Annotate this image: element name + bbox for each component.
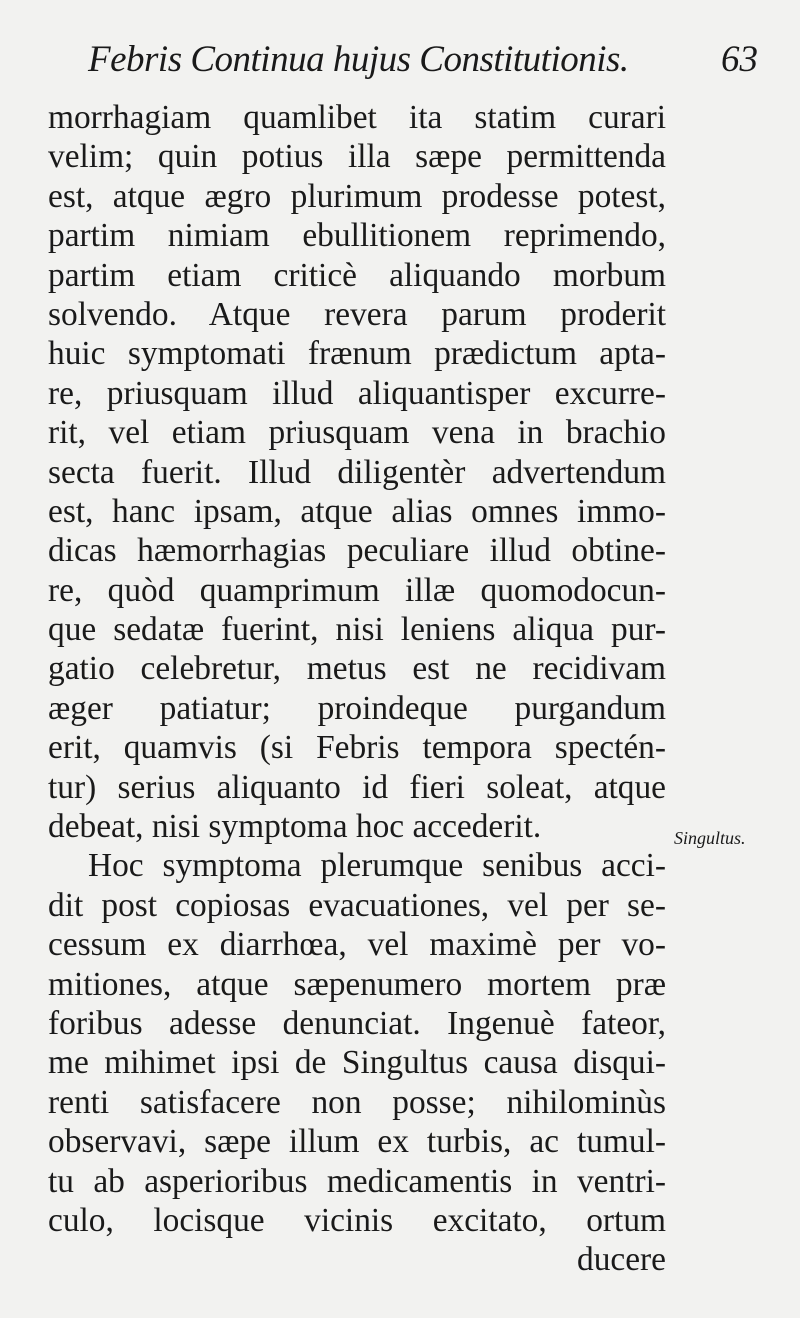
text-line: huic symptomati frænum prædictum apta-	[48, 335, 666, 373]
text-line: æger patiatur; proindeque purgandum	[48, 689, 666, 727]
text-line: cessum ex diarrhœa, vel maximè per vo-	[48, 926, 666, 964]
body-text	[48, 98, 666, 1280]
text-line: renti satisfacere non posse; nihilominùs	[48, 1083, 666, 1121]
catchword: ducere	[577, 1241, 666, 1279]
text-line: debeat, nisi symptoma hoc accederit.	[48, 808, 542, 846]
running-title: Febris Continua hujus Constitutionis.	[88, 39, 629, 80]
text-line: morrhagiam quamlibet ita statim curari	[48, 99, 666, 136]
text-line: est, atque ægro plurimum prodesse potest,	[48, 177, 666, 215]
text-line: velim; quin potius illa sæpe permittenda	[48, 138, 666, 176]
text-line: mitiones, atque sæpenumero mortem præ	[48, 965, 666, 1003]
text-line: secta fuerit. Illud diligentèr advertendum	[48, 453, 666, 491]
page-number: 63	[721, 39, 758, 80]
text-line: me mihimet ipsi de Singultus causa disqui-	[48, 1044, 666, 1082]
text-line: re, priusquam illud aliquantisper excurre-	[48, 374, 666, 412]
text-line: culo, locisque vicinis excitato, ortum	[48, 1201, 666, 1239]
text-line: rit, vel etiam priusquam vena in brachio	[48, 414, 666, 452]
text-line: partim etiam criticè aliquando morbum	[48, 256, 666, 294]
text-line: partim nimiam ebullitionem reprimendo,	[48, 217, 666, 255]
text-line: re, quòd quamprimum illæ quomodocun-	[48, 571, 666, 609]
page-header	[88, 38, 768, 88]
text-line: dit post copiosas evacuationes, vel per se-	[48, 886, 666, 924]
text-line: solvendo. Atque revera parum proderit	[48, 295, 666, 333]
text-line: erit, quamvis (si Febris tempora spectén-	[48, 729, 666, 767]
text-line: observavi, sæpe illum ex turbis, ac tumul-	[48, 1123, 666, 1161]
text-line: que sedatæ fuerint, nisi leniens aliqua pur-	[48, 611, 666, 649]
text-line: foribus adesse denunciat. Ingenuè fateor,	[48, 1004, 666, 1042]
text-line: est, hanc ipsam, atque alias omnes immo-	[48, 492, 666, 530]
text-line: tu ab asperioribus medicamentis in ventri-	[48, 1162, 666, 1200]
text-line: dicas hæmorrhagias peculiare illud obtine-	[48, 532, 666, 570]
text-line: tur) serius aliquanto id fieri soleat, atque	[48, 768, 666, 806]
marginal-note: Singultus.	[674, 828, 746, 848]
text-line: gatio celebretur, metus est ne recidivam	[48, 650, 666, 688]
text-line: Hoc symptoma plerumque senibus acci-	[88, 847, 666, 885]
